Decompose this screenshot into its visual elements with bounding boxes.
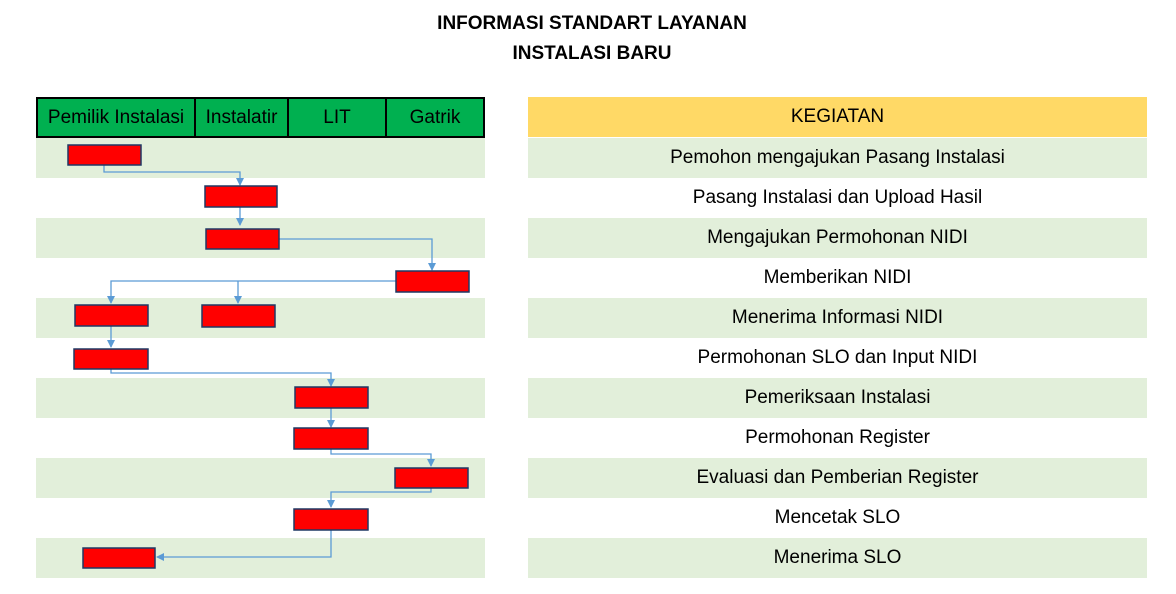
activity-row: Mencetak SLO [774, 507, 901, 528]
lane-header-instalatir: Instalatir [196, 99, 289, 136]
process-box-7 [295, 387, 368, 408]
lane-header-lit: LIT [289, 99, 387, 136]
flow-connector [279, 239, 432, 270]
process-box-1 [68, 145, 141, 165]
flow-connector [157, 530, 331, 557]
activity-row: Permohonan Register [745, 427, 930, 448]
lane-header-gatrik: Gatrik [409, 106, 461, 128]
lane-header-pemilik-instalasi: Pemilik Instalasi [38, 99, 196, 136]
activity-row: Pemeriksaan Instalasi [528, 378, 1147, 418]
diagram-subtitle: INSTALASI BARU [512, 43, 672, 64]
process-box-5b [202, 305, 275, 327]
process-box-9 [395, 468, 468, 488]
activity-header: KEGIATAN [528, 97, 1147, 137]
flow-connector [111, 281, 396, 303]
process-box-4 [396, 271, 469, 292]
flow-connector [111, 369, 331, 386]
activity-row: Pemohon mengajukan Pasang Instalasi [528, 138, 1147, 178]
activity-row: Mengajukan Permohonan NIDI [528, 218, 1147, 258]
diagram-title: INFORMASI STANDART LAYANAN [437, 13, 747, 34]
activity-row: Evaluasi dan Pemberian Register [528, 458, 1147, 498]
activity-row: Menerima Informasi NIDI [528, 298, 1147, 338]
process-box-8 [294, 428, 368, 449]
process-box-6 [74, 349, 148, 369]
process-box-11 [83, 548, 155, 568]
process-box-5a [75, 305, 148, 326]
activity-row: Permohonan SLO dan Input NIDI [697, 347, 978, 368]
process-box-3 [206, 229, 279, 249]
activity-row: Menerima SLO [528, 538, 1147, 578]
flow-connector [331, 449, 431, 466]
flow-connector [104, 165, 240, 185]
flow-connector [331, 488, 431, 507]
process-box-10 [294, 509, 368, 530]
process-box-2 [205, 186, 277, 207]
activity-row: Memberikan NIDI [763, 267, 912, 288]
activity-row: Pasang Instalasi dan Upload Hasil [692, 187, 983, 208]
